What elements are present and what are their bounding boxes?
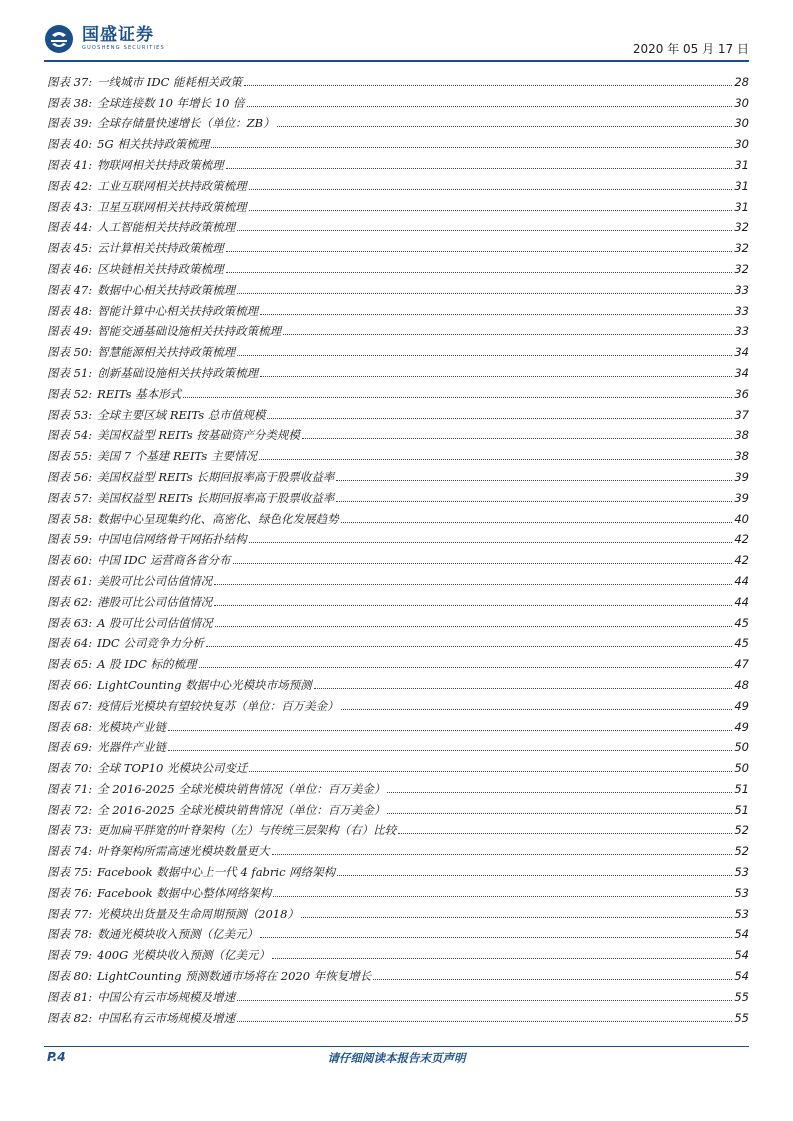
toc-entry-label: 图表 55: — [47, 449, 93, 464]
toc-entry-page: 44 — [734, 573, 749, 588]
toc-dot-leader — [260, 314, 732, 315]
toc-entry-label: 图表 60: — [47, 553, 93, 568]
toc-dot-leader — [260, 937, 732, 938]
toc-entry-label: 图表 59: — [47, 532, 93, 547]
toc-entry[interactable] — [47, 234, 749, 255]
toc-dot-leader — [247, 106, 733, 107]
toc-entry-page: 47 — [734, 657, 749, 672]
toc-entry-title: 400G 光模块收入预测（亿美元） — [97, 948, 270, 963]
toc-entry-label: 图表 48: — [47, 303, 93, 318]
toc-entry-label: 图表 65: — [47, 657, 93, 672]
toc-entry[interactable] — [47, 754, 749, 775]
toc-entry-label: 图表 80: — [47, 969, 93, 984]
toc-entry-page: 32 — [734, 241, 749, 256]
toc-entry[interactable] — [47, 817, 749, 838]
toc-entry-page: 36 — [734, 386, 749, 401]
toc-entry-page: 31 — [734, 157, 749, 172]
footer-divider — [44, 1046, 749, 1047]
toc-entry[interactable] — [47, 276, 749, 297]
toc-entry[interactable] — [47, 900, 749, 921]
toc-entry-title: LightCounting 数据中心光模块市场预测 — [97, 677, 312, 692]
toc-entry-label: 图表 62: — [47, 594, 93, 609]
toc-dot-leader — [336, 480, 732, 481]
toc-dot-leader — [206, 646, 732, 647]
toc-dot-leader — [226, 272, 733, 273]
toc-dot-leader — [237, 293, 732, 294]
toc-entry-title: 光器件产业链 — [97, 740, 167, 755]
toc-entry[interactable] — [47, 214, 749, 235]
toc-entry-page: 55 — [734, 1010, 749, 1025]
toc-dot-leader — [249, 771, 732, 772]
toc-dot-leader — [341, 522, 733, 523]
toc-entry-page: 54 — [734, 969, 749, 984]
toc-entry-label: 图表 66: — [47, 677, 93, 692]
toc-entry-title: 人工智能相关扶持政策梳理 — [97, 220, 236, 235]
header-divider — [44, 60, 749, 62]
toc-entry-page: 42 — [734, 553, 749, 568]
toc-entry-page: 45 — [734, 615, 749, 630]
toc-entry[interactable] — [47, 1004, 749, 1025]
toc-entry-title: Facebook 数据中心整体网络架构 — [97, 885, 272, 900]
toc-entry-page: 45 — [734, 636, 749, 651]
toc-entry[interactable] — [47, 484, 749, 505]
toc-entry[interactable] — [47, 151, 749, 172]
toc-entry-title: 工业互联网相关扶持政策梳理 — [97, 178, 247, 193]
toc-entry-page: 53 — [734, 865, 749, 880]
toc-entry-page: 50 — [734, 761, 749, 776]
toc-entry-label: 图表 51: — [47, 365, 93, 380]
toc-entry-page: 38 — [734, 428, 749, 443]
toc-dot-leader — [199, 667, 733, 668]
toc-entry-page: 53 — [734, 906, 749, 921]
toc-entry[interactable] — [47, 879, 749, 900]
brand-name-cn: 国盛证券 — [82, 25, 154, 45]
toc-entry-page: 33 — [734, 303, 749, 318]
toc-dot-leader — [283, 334, 732, 335]
toc-entry-page: 52 — [734, 844, 749, 859]
toc-entry-page: 55 — [734, 989, 749, 1004]
figure-index-list — [47, 68, 749, 1025]
toc-entry-label: 图表 63: — [47, 615, 93, 630]
toc-entry-page: 48 — [734, 677, 749, 692]
toc-entry[interactable] — [47, 796, 749, 817]
toc-entry-title: 叶脊架构所需高速光模块数量更大 — [97, 844, 270, 859]
toc-entry-title: 数据中心相关扶持政策梳理 — [97, 282, 236, 297]
toc-entry-title: 美国权益型 REITs 长期回报率高于股票收益率 — [97, 490, 335, 505]
toc-dot-leader — [301, 917, 732, 918]
toc-dot-leader — [237, 355, 732, 356]
toc-entry-title: 全 2016-2025 全球光模块销售情况（单位：百万美金） — [97, 802, 386, 817]
toc-dot-leader — [341, 709, 733, 710]
toc-entry-title: 智能交通基础设施相关扶持政策梳理 — [97, 324, 282, 339]
toc-entry[interactable] — [47, 941, 749, 962]
page-header — [44, 22, 749, 62]
toc-entry-title: 疫情后光模块有望较快复苏（单位：百万美金） — [97, 698, 339, 713]
toc-entry-title: 中国电信网络骨干网拓扑结构 — [97, 532, 247, 547]
toc-entry-page: 54 — [734, 948, 749, 963]
toc-entry[interactable] — [47, 338, 749, 359]
toc-entry-page: 31 — [734, 178, 749, 193]
guosheng-logo-icon — [44, 24, 74, 54]
toc-entry[interactable] — [47, 89, 749, 110]
toc-entry-title: 更加扁平胖宽的叶脊架构（左）与传统三层架构（右）比较 — [97, 823, 397, 838]
toc-dot-leader — [277, 126, 733, 127]
toc-entry-title: 美国权益型 REITs 按基础资产分类规模 — [97, 428, 300, 443]
disclaimer-note: 请仔细阅读本报告末页声明 — [327, 1051, 466, 1065]
toc-entry-page: 34 — [734, 365, 749, 380]
toc-entry-label: 图表 56: — [47, 469, 93, 484]
toc-entry[interactable] — [47, 401, 749, 422]
toc-entry-label: 图表 50: — [47, 345, 93, 360]
toc-entry-label: 图表 69: — [47, 740, 93, 755]
toc-dot-leader — [373, 979, 732, 980]
toc-dot-leader — [226, 168, 733, 169]
toc-entry-page: 38 — [734, 449, 749, 464]
toc-entry[interactable] — [47, 422, 749, 443]
toc-entry-label: 图表 70: — [47, 761, 93, 776]
toc-entry-label: 图表 81: — [47, 989, 93, 1004]
toc-entry[interactable] — [47, 193, 749, 214]
toc-entry-label: 图表 75: — [47, 865, 93, 880]
toc-entry[interactable] — [47, 68, 749, 89]
toc-entry-label: 图表 52: — [47, 386, 93, 401]
toc-entry[interactable] — [47, 921, 749, 942]
toc-entry[interactable] — [47, 962, 749, 983]
toc-entry-label: 图表 78: — [47, 927, 93, 942]
toc-dot-leader — [387, 792, 732, 793]
toc-entry-title: 智能计算中心相关扶持政策梳理 — [97, 303, 259, 318]
toc-entry-page: 33 — [734, 324, 749, 339]
toc-entry-label: 图表 45: — [47, 241, 93, 256]
toc-entry-title: 全球主要区域 REITs 总市值规模 — [97, 407, 266, 422]
toc-entry-label: 图表 68: — [47, 719, 93, 734]
toc-entry-page: 32 — [734, 261, 749, 276]
toc-entry-label: 图表 74: — [47, 844, 93, 859]
toc-entry-label: 图表 38: — [47, 95, 93, 110]
toc-entry-label: 图表 76: — [47, 885, 93, 900]
toc-entry[interactable] — [47, 442, 749, 463]
toc-entry-label: 图表 58: — [47, 511, 93, 526]
toc-entry[interactable] — [47, 255, 749, 276]
toc-dot-leader — [249, 542, 733, 543]
toc-entry-page: 37 — [734, 407, 749, 422]
toc-entry-label: 图表 47: — [47, 282, 93, 297]
toc-entry-label: 图表 49: — [47, 324, 93, 339]
toc-entry-page: 53 — [734, 885, 749, 900]
toc-entry-title: 数通光模块收入预测（亿美元） — [97, 927, 259, 942]
toc-entry-label: 图表 54: — [47, 428, 93, 443]
toc-entry-title: A 股可比公司估值情况 — [97, 615, 213, 630]
toc-entry[interactable] — [47, 318, 749, 339]
toc-entry[interactable] — [47, 130, 749, 151]
toc-entry-label: 图表 53: — [47, 407, 93, 422]
toc-entry-page: 31 — [734, 199, 749, 214]
report-date: 2020 年 05 月 17 日 — [632, 42, 749, 56]
toc-entry-label: 图表 44: — [47, 220, 93, 235]
toc-dot-leader — [267, 418, 732, 419]
toc-entry-title: A 股 IDC 标的梳理 — [97, 657, 197, 672]
toc-entry-label: 图表 71: — [47, 781, 93, 796]
toc-entry[interactable] — [47, 588, 749, 609]
toc-entry-page: 54 — [734, 927, 749, 942]
toc-entry-label: 图表 40: — [47, 137, 93, 152]
toc-entry-page: 40 — [734, 511, 749, 526]
toc-entry-title: 港股可比公司估值情况 — [97, 594, 213, 609]
toc-dot-leader — [272, 854, 733, 855]
brand-name-en: GUOSHENG SECURITIES — [82, 45, 165, 51]
toc-entry[interactable] — [47, 858, 749, 879]
toc-entry-title: 中国公有云市场规模及增速 — [97, 989, 236, 1004]
toc-dot-leader — [233, 563, 733, 564]
toc-entry-page: 51 — [734, 781, 749, 796]
toc-dot-leader — [314, 688, 733, 689]
toc-entry-title: 光模块出货量及生命周期预测（2018） — [97, 906, 299, 921]
toc-entry-label: 图表 72: — [47, 802, 93, 817]
toc-entry-label: 图表 64: — [47, 636, 93, 651]
toc-entry-label: 图表 41: — [47, 157, 93, 172]
toc-entry[interactable] — [47, 567, 749, 588]
toc-dot-leader — [211, 147, 732, 148]
toc-dot-leader — [215, 626, 733, 627]
toc-entry[interactable] — [47, 380, 749, 401]
toc-entry[interactable] — [47, 650, 749, 671]
toc-entry-page: 39 — [734, 490, 749, 505]
toc-entry-title: 全 2016-2025 全球光模块销售情况（单位：百万美金） — [97, 781, 386, 796]
toc-entry-page: 42 — [734, 532, 749, 547]
toc-dot-leader — [337, 875, 732, 876]
toc-entry-title: 智慧能源相关扶持政策梳理 — [97, 345, 236, 360]
toc-entry-label: 图表 46: — [47, 261, 93, 276]
toc-dot-leader — [237, 230, 732, 231]
toc-dot-leader — [398, 833, 732, 834]
toc-entry-label: 图表 42: — [47, 178, 93, 193]
toc-entry-label: 图表 43: — [47, 199, 93, 214]
toc-dot-leader — [237, 1000, 732, 1001]
toc-entry-label: 图表 79: — [47, 948, 93, 963]
toc-dot-leader — [168, 750, 732, 751]
toc-entry[interactable] — [47, 983, 749, 1004]
toc-dot-leader — [249, 189, 733, 190]
toc-entry-title: 云计算相关扶持政策梳理 — [97, 241, 224, 256]
toc-entry-page: 30 — [734, 95, 749, 110]
toc-entry[interactable] — [47, 609, 749, 630]
toc-entry-page: 49 — [734, 719, 749, 734]
toc-entry-page: 30 — [734, 116, 749, 131]
toc-entry[interactable] — [47, 110, 749, 131]
toc-dot-leader — [336, 501, 732, 502]
toc-entry-title: 5G 相关扶持政策梳理 — [97, 137, 210, 152]
toc-entry[interactable] — [47, 463, 749, 484]
toc-dot-leader — [168, 730, 732, 731]
toc-dot-leader — [273, 896, 732, 897]
toc-entry[interactable] — [47, 172, 749, 193]
toc-entry-title: 美国权益型 REITs 长期回报率高于股票收益率 — [97, 469, 335, 484]
toc-entry-title: 美股可比公司估值情况 — [97, 573, 213, 588]
toc-entry-label: 图表 73: — [47, 823, 93, 838]
toc-entry-title: REITs 基本形式 — [97, 386, 182, 401]
toc-entry-title: 数据中心呈现集约化、高密化、绿色化发展趋势 — [97, 511, 339, 526]
toc-entry-page: 50 — [734, 740, 749, 755]
toc-entry-page: 32 — [734, 220, 749, 235]
toc-entry-title: 美国 7 个基建 REITs 主要情况 — [97, 449, 257, 464]
toc-dot-leader — [272, 958, 732, 959]
toc-entry[interactable] — [47, 775, 749, 796]
toc-entry[interactable] — [47, 297, 749, 318]
toc-entry-label: 图表 57: — [47, 490, 93, 505]
toc-entry[interactable] — [47, 546, 749, 567]
toc-entry-label: 图表 82: — [47, 1010, 93, 1025]
toc-entry[interactable] — [47, 630, 749, 651]
toc-entry-page: 44 — [734, 594, 749, 609]
toc-entry[interactable] — [47, 734, 749, 755]
toc-entry-page: 49 — [734, 698, 749, 713]
toc-entry[interactable] — [47, 671, 749, 692]
brand-logo — [44, 24, 165, 54]
toc-dot-leader — [183, 397, 732, 398]
toc-entry-title: Facebook 数据中心上一代 4 fabric 网络架构 — [97, 865, 336, 880]
toc-entry-title: LightCounting 预测数通市场将在 2020 年恢复增长 — [97, 969, 372, 984]
toc-entry-title: 中国私有云市场规模及增速 — [97, 1010, 236, 1025]
toc-entry-title: 一线城市 IDC 能耗相关政策 — [97, 74, 243, 89]
toc-entry-title: 卫星互联网相关扶持政策梳理 — [97, 199, 247, 214]
toc-entry[interactable] — [47, 505, 749, 526]
toc-entry-title: 光模块产业链 — [97, 719, 167, 734]
toc-dot-leader — [260, 376, 732, 377]
toc-entry-title: 创新基础设施相关扶持政策梳理 — [97, 365, 259, 380]
toc-entry-page: 52 — [734, 823, 749, 838]
toc-entry-title: 全球连接数 10 年增长 10 倍 — [97, 95, 245, 110]
toc-entry-label: 图表 39: — [47, 116, 93, 131]
toc-dot-leader — [226, 251, 733, 252]
toc-entry-title: 区块链相关扶持政策梳理 — [97, 261, 224, 276]
toc-entry-page: 51 — [734, 802, 749, 817]
toc-entry-page: 33 — [734, 282, 749, 297]
toc-entry-page: 28 — [734, 74, 749, 89]
toc-dot-leader — [214, 584, 732, 585]
toc-entry-title: 物联网相关扶持政策梳理 — [97, 157, 224, 172]
page-number: P.4 — [47, 1050, 66, 1064]
toc-dot-leader — [259, 459, 732, 460]
toc-dot-leader — [302, 438, 733, 439]
toc-entry[interactable] — [47, 359, 749, 380]
toc-entry-label: 图表 67: — [47, 698, 93, 713]
toc-entry-title: IDC 公司竞争力分析 — [97, 636, 204, 651]
toc-entry-page: 30 — [734, 137, 749, 152]
toc-entry-title: 中国 IDC 运营商各省分布 — [97, 553, 231, 568]
toc-entry[interactable] — [47, 713, 749, 734]
toc-entry[interactable] — [47, 837, 749, 858]
toc-dot-leader — [244, 85, 732, 86]
toc-dot-leader — [387, 813, 732, 814]
toc-dot-leader — [237, 1021, 732, 1022]
toc-dot-leader — [249, 210, 733, 211]
toc-entry[interactable] — [47, 526, 749, 547]
toc-entry-page: 34 — [734, 345, 749, 360]
toc-entry-label: 图表 37: — [47, 74, 93, 89]
toc-entry[interactable] — [47, 692, 749, 713]
toc-entry-page: 39 — [734, 469, 749, 484]
toc-entry-label: 图表 61: — [47, 573, 93, 588]
toc-dot-leader — [214, 605, 732, 606]
toc-entry-title: 全球存储量快速增长（单位：ZB） — [97, 116, 275, 131]
toc-entry-label: 图表 77: — [47, 906, 93, 921]
toc-entry-title: 全球 TOP10 光模块公司变迁 — [97, 761, 248, 776]
